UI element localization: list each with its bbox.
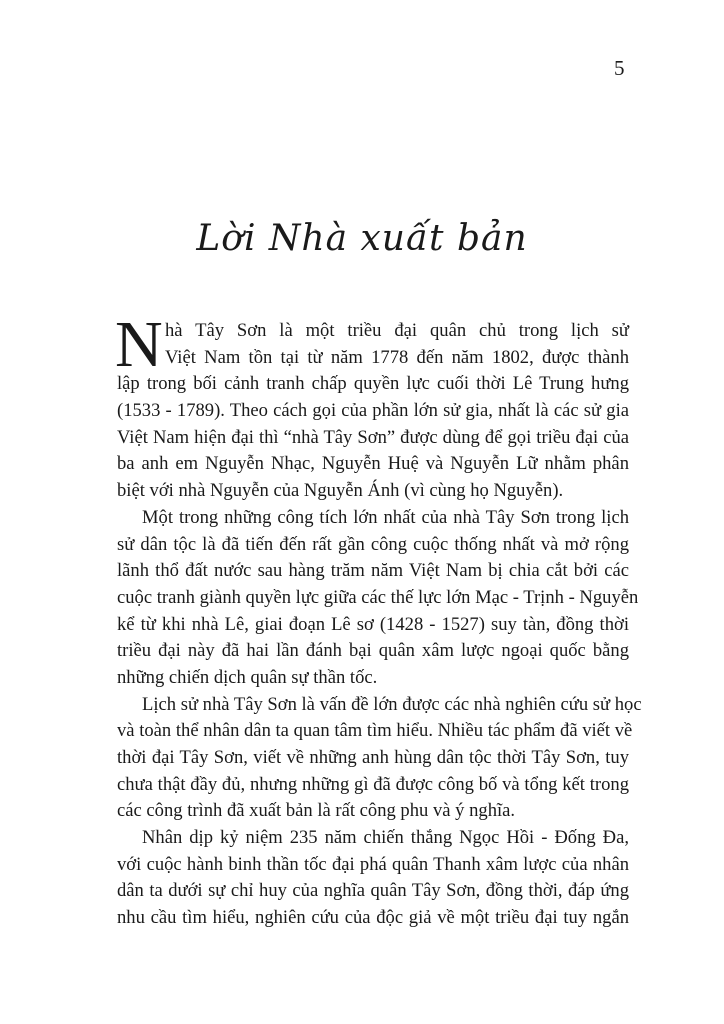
page-number: 5 (614, 56, 625, 80)
text-line: (1533 - 1789). Theo cách gọi của phần lớn sử gia, nhất là các sử gia (117, 400, 629, 422)
text-line: chưa thật đầy đủ, nhưng những gì đã được công bố và tổng kết trong (117, 773, 629, 795)
text-line: cuộc tranh giành quyền lực giữa các thế lực lớn Mạc - Trịnh - Nguyễn (117, 586, 639, 608)
text-line: và toàn thể nhân dân ta quan tâm tìm hiểu. Nhiều tác phẩm đã viết về (117, 720, 633, 742)
text-line: thời đại Tây Sơn, viết về những anh hùng dân tộc thời Tây Sơn, tuy (117, 747, 629, 768)
text-line: lãnh thổ đất nước sau hàng trăm năm Việt Nam bị chia cắt bởi các (117, 560, 629, 582)
text-line: Một trong những công tích lớn nhất của nhà Tây Sơn trong lịch (142, 506, 629, 528)
text-line: nhu cầu tìm hiểu, nghiên cứu của độc giả về một triều đại tuy ngắn (117, 907, 629, 929)
text-line: lập trong bối cảnh tranh chấp quyền lực cuối thời Lê Trung hưng (117, 373, 629, 395)
text-line: các công trình đã xuất bản là rất công phu và ý nghĩa. (117, 800, 516, 822)
text-line: Việt Nam hiện đại thì “nhà Tây Sơn” được dùng để gọi triều đại của (117, 426, 629, 448)
text-line: với cuộc hành binh thần tốc đại phá quân Thanh xâm lược của nhân (117, 853, 629, 875)
text-line: ba anh em Nguyễn Nhạc, Nguyễn Huệ và Nguyễn Lữ nhằm phân (117, 453, 629, 475)
text-line: hà Tây Sơn là một triều đại quân chủ trong lịch sử (165, 320, 629, 341)
drop-cap: N (115, 308, 163, 381)
text-line: Việt Nam tồn tại từ năm 1778 đến năm 1802, được thành (165, 346, 629, 368)
text-line: những chiến dịch quân sự thần tốc. (117, 666, 378, 688)
text-line: triều đại này đã hai lần đánh bại quân xâm lược ngoại quốc bằng (117, 640, 629, 662)
text-line: Lịch sử nhà Tây Sơn là vấn đề lớn được các nhà nghiên cứu sử học (142, 693, 642, 715)
text-line: dân ta dưới sự chỉ huy của nghĩa quân Tây Sơn, đồng thời, đáp ứng (117, 880, 629, 902)
body-text (115, 308, 642, 932)
chapter-title: Lời Nhà xuất bản (196, 218, 528, 259)
text-line: Nhân dịp kỷ niệm 235 năm chiến thắng Ngọc Hồi - Đống Đa, (142, 827, 629, 849)
text-line: biệt với nhà Nguyễn của Nguyễn Ánh (vì cùng họ Nguyễn). (117, 480, 564, 502)
text-line: sử dân tộc là đã tiến đến rất gần công cuộc thống nhất và mở rộng (117, 533, 629, 555)
text-line: kể từ khi nhà Lê, giai đoạn Lê sơ (1428 - 1527) suy tàn, đồng thời (117, 613, 629, 635)
